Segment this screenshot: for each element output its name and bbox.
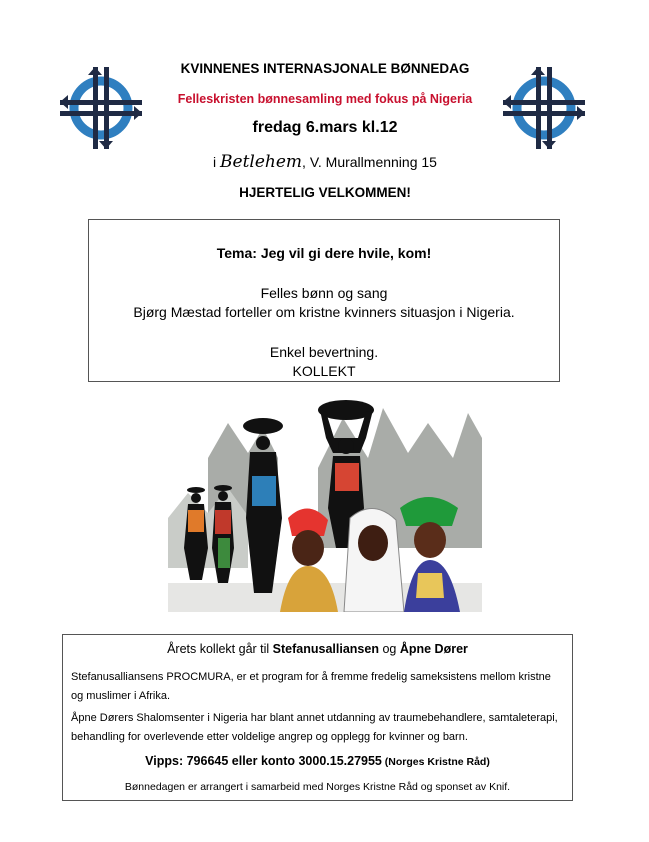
place-prefix: i [213, 154, 221, 170]
vipps-info [63, 754, 572, 768]
welcome-text: HJERTELIG VELKOMMEN! [239, 185, 411, 200]
venue-address: , V. Murallmenning 15 [302, 154, 437, 170]
vipps-note: (Norges Kristne Råd) [381, 756, 490, 768]
program-theme: Tema: Jeg vil gi dere hvile, kom! [216, 245, 432, 261]
vipps-number: Vipps: 796645 eller konto 3000.15.27955 [145, 754, 382, 768]
program-line-speaker: Bjørg Mæstad forteller om kristne kvinners situasjon i Nigeria. [133, 304, 515, 320]
event-title: KVINNENES INTERNASJONALE BØNNEDAG [180, 61, 470, 76]
event-place [140, 152, 510, 172]
collection-org1: Stefanusalliansen [272, 642, 379, 656]
event-subtitle: Felleskristen bønnesamling med fokus på Nigeria [177, 92, 473, 106]
shalom-paragraph: Åpne Dørers Shalomsenter i Nigeria har blant annet utdanning av traumebehandlere, samtaleterapi, behandling for overlevende etter voldelige angrep og opplegg for kvinner og barn. [71, 712, 558, 743]
wicc-logo-right-icon [501, 65, 587, 151]
program-line-refreshments: Enkel bevertning. [269, 344, 379, 360]
program-box [88, 219, 560, 382]
sponsor-footer: Bønnedagen er arrangert i samarbeid med Norges Kristne Råd og sponset av Knif. [124, 781, 511, 793]
program-line-prayer: Felles bønn og sang [260, 285, 388, 301]
collection-org2: Åpne Dører [399, 642, 468, 656]
program-line-collection: KOLLEKT [292, 363, 356, 379]
wicc-logo-left-icon [58, 65, 144, 151]
collection-box [62, 634, 573, 801]
procmura-paragraph: Stefanusalliansens PROCMURA, er et program for å fremme fredelig sameksistens mellom kristne og muslimer i Afrika. [71, 671, 551, 702]
event-date: fredag 6.mars kl.12 [252, 119, 398, 136]
venue-name: Betlehem [220, 152, 303, 172]
collection-intro: Årets kollekt går til [167, 642, 273, 656]
collection-heading [63, 642, 572, 656]
nigerian-women-illustration [168, 398, 482, 612]
collection-and: og [378, 642, 400, 656]
